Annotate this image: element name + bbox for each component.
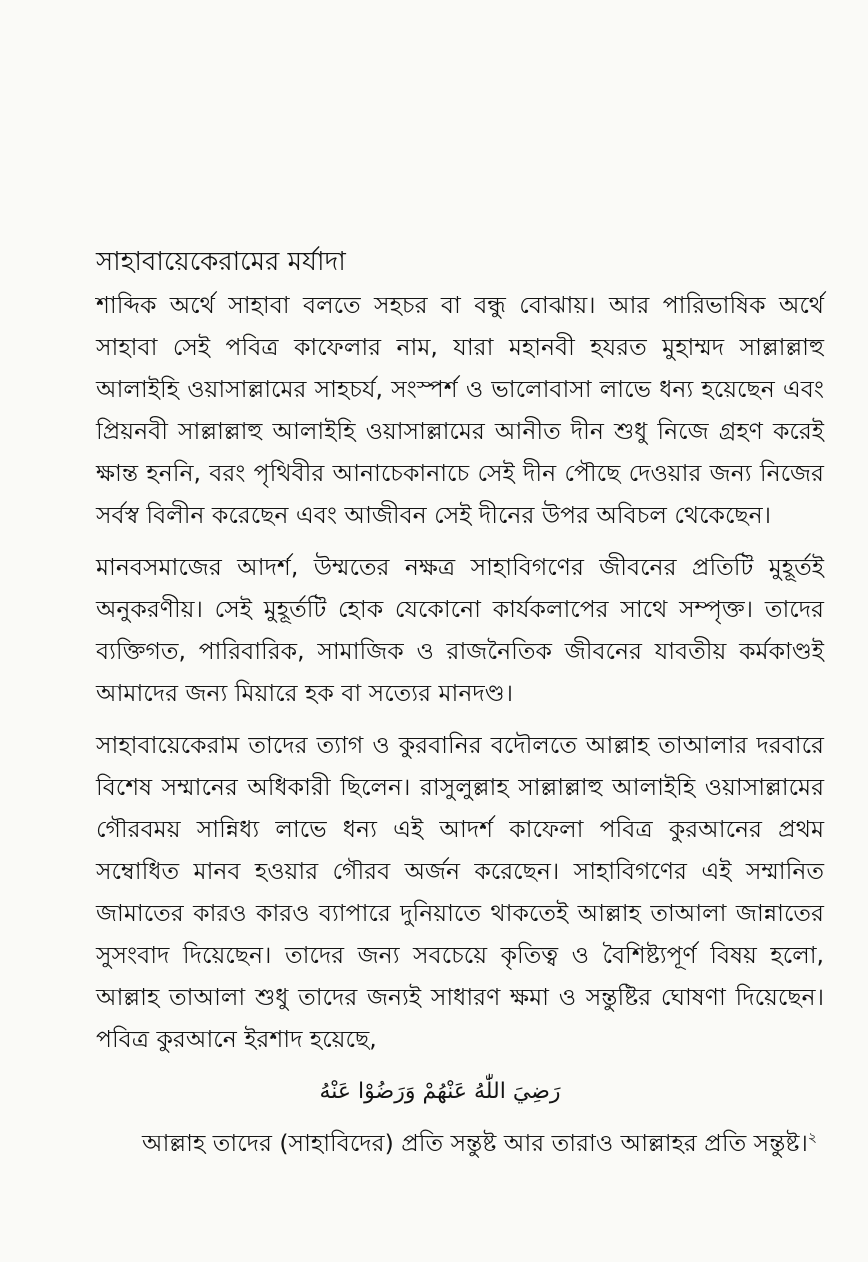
- paragraph-ideal: মানবসমাজের আদর্শ, উম্মতের নক্ষত্র সাহাবিগণের জীবনের প্রতিটি মুহূর্তই অনুকরণীয়। সেই মুহূর্তটি হোক যেকোনো কার্যকলাপের সাথে সম্পৃক্ত। তাদের ব্যক্তিগত, পারিবারিক, সামাজিক ও রাজনৈতিক জীবনের যাবতীয় কর্মকাণ্ডই আমাদের জন্য মিয়ারে হক বা সত্যের মানদণ্ড।: [96, 553, 824, 707]
- paragraph-definition: শাব্দিক অর্থে সাহাবা বলতে সহচর বা বন্ধু বোঝায়। আর পারিভাষিক অর্থে সাহাবা সেই পবিত্র কাফেলার নাম, যারা মহানবী হযরত মুহাম্মদ সাল্লাল্লাহু আলাইহি ওয়াসাল্লামের সাহচর্য, সংস্পর্শ ও ভালোবাসা লাভে ধন্য হয়েছেন এবং প্রিয়নবী সাল্লাল্লাহু আলাইহি ওয়াসাল্লামের আনীত দীন শুধু নিজে গ্রহণ করেই ক্ষান্ত হননি, বরং পৃথিবীর আনাচেকানাচে সেই দীন পৌছে দেওয়ার জন্য নিজের সর্বস্ব বিলীন করেছেন এবং আজীবন সেই দীনের উপর অবিচল থেকেছেন।: [96, 291, 824, 529]
- section-heading: সাহাবায়েকেরামের মর্যাদা: [96, 247, 346, 277]
- arabic-verse: رَضِيَ اللّٰهُ عَنْهُمْ وَرَضُوْا عَنْهُ: [319, 1079, 561, 1104]
- translation-text: আল্লাহ তাদের (সাহাবিদের) প্রতি সন্তুষ্ট আর তারাও আল্লাহর প্রতি সন্তুষ্ট।: [142, 1129, 808, 1157]
- footnote-marker: ২: [807, 1130, 817, 1147]
- verse-translation: [142, 1122, 824, 1164]
- paragraph-honor: সাহাবায়েকেরাম তাদের ত্যাগ ও কুরবানির বদৌলতে আল্লাহ তাআলার দরবারে বিশেষ সম্মানের অধিকারী ছিলেন। রাসুলুল্লাহ সাল্লাল্লাহু আলাইহি ওয়াসাল্লামের গৌরবময় সান্নিধ্য লাভে ধন্য এই আদর্শ কাফেলা পবিত্র কুরআনের প্রথম সম্বোধিত মানব হওয়ার গৌরব অর্জন করেছেন। সাহাবিগণের এই সম্মানিত জামাতের কারও কারও ব্যাপারে দুনিয়াতে থাকতেই আল্লাহ তাআলা জান্নাতের সুসংবাদ দিয়েছেন। তাদের জন্য সবচেয়ে কৃতিত্ব ও বৈশিষ্ট্যপূর্ণ বিষয় হলো, আল্লাহ তাআলা শুধু তাদের জন্যই সাধারণ ক্ষমা ও সন্তুষ্টির ঘোষণা দিয়েছেন। পবিত্র কুরআনে ইরশাদ হয়েছে,: [96, 731, 824, 1053]
